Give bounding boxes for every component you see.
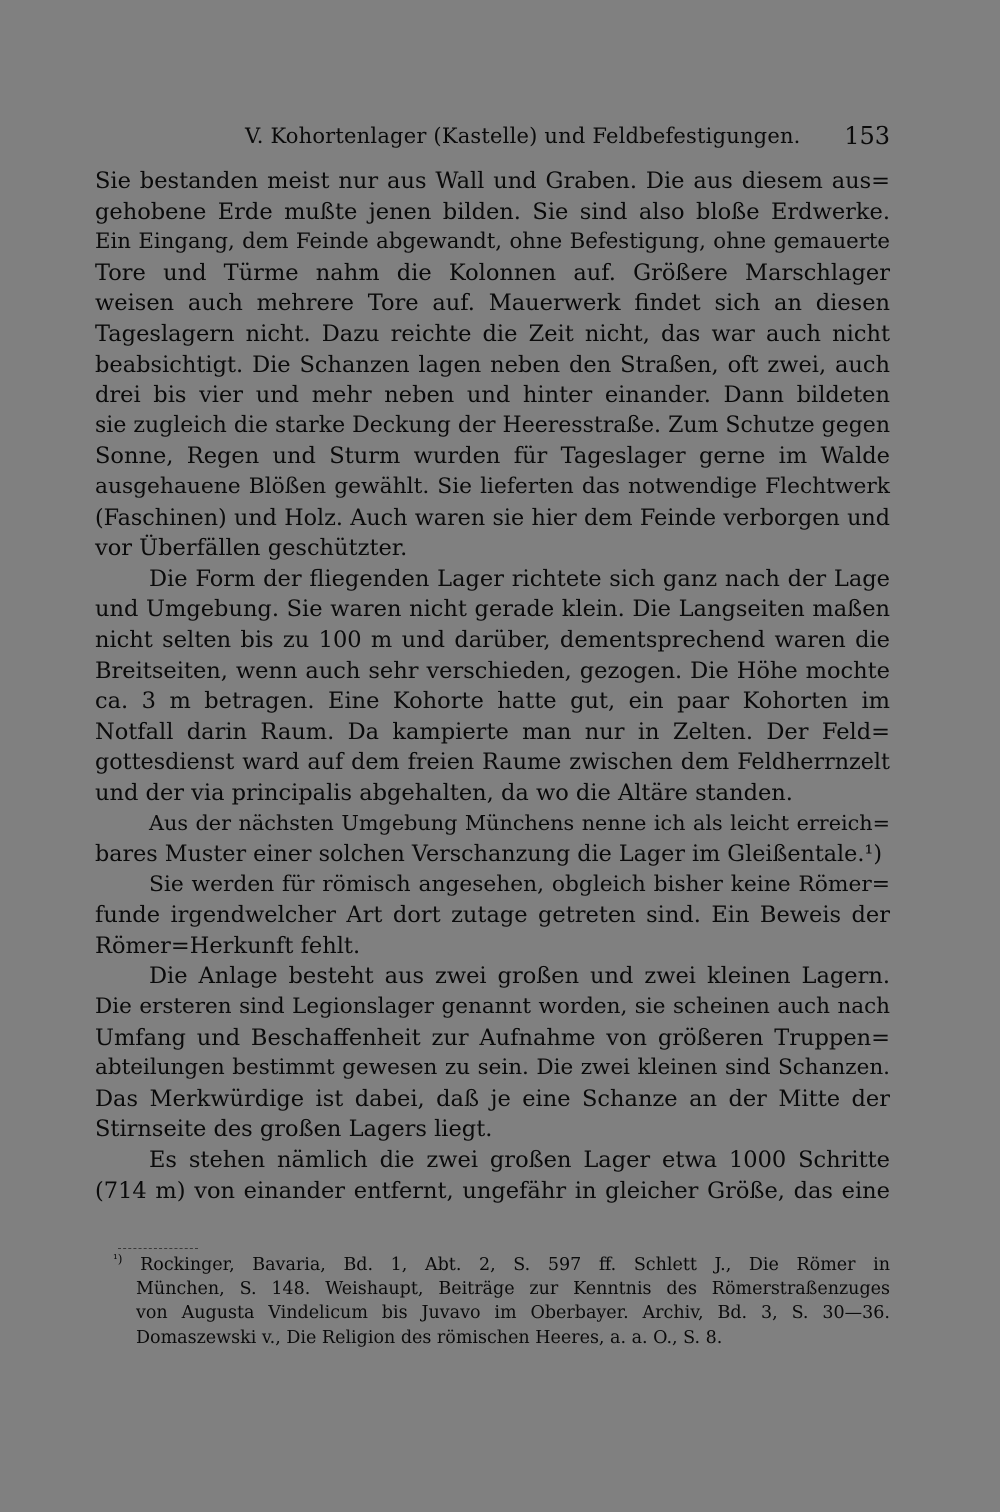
text-line: (Faschinen) und Holz. Auch waren sie hier dem Feinde verborgen und (95, 504, 890, 531)
paragraph-start-line: Aus der nächsten Umgebung Münchens nenne ich als leicht erreich= (149, 811, 890, 836)
text-line: ausgehauene Blößen gewählt. Sie lieferten das notwendige Flechtwerk (95, 473, 890, 499)
text-line: gehobene Erde mußte jenen bilden. Sie sind also bloße Erdwerke. (95, 198, 890, 225)
footnote-line (113, 1253, 890, 1277)
page-header (95, 118, 890, 158)
text-line: sie zugleich die starke Deckung der Heeresstraße. Zum Schutze gegen (95, 412, 890, 438)
text-line: Umfang und Beschaffenheit zur Aufnahme von größeren Truppen= (95, 1024, 890, 1051)
text-line: Römer=Herkunft fehlt. (95, 932, 361, 959)
text-line: (714 m) von einander entfernt, ungefähr in gleicher Größe, das eine (95, 1177, 890, 1204)
text-line: Das Merkwürdige ist dabei, daß je eine Schanze an der Mitte der (95, 1085, 890, 1112)
body-text (95, 166, 890, 1206)
footnote (113, 1253, 890, 1350)
paragraph-start-line: Die Form der fliegenden Lager richtete sich ganz nach der Lage (149, 565, 890, 592)
footnote-line: von Augusta Vindelicum bis Juvavo im Oberbayer. Archiv, Bd. 3, S. 30—36. (136, 1303, 890, 1324)
text-line: Sonne, Regen und Sturm wurden für Tageslager gerne im Walde (95, 443, 890, 470)
page-number: 153 (844, 122, 890, 150)
text-line: weisen auch mehrere Tore auf. Mauerwerk findet sich an diesen (95, 290, 890, 317)
text-line: Ein Eingang, dem Feinde abgewandt, ohne Befestigung, ohne gemauerte (95, 229, 890, 255)
text-line: Breitseiten, wenn auch sehr verschieden, gezogen. Die Höhe mochte (95, 657, 890, 684)
text-line: Die ersteren sind Legionslager genannt worden, sie scheinen auch nach (95, 994, 890, 1020)
paragraph-start-line: Es stehen nämlich die zwei großen Lager etwa 1000 Schritte (149, 1147, 890, 1173)
text-line: bares Muster einer solchen Verschanzung die Lager im Gleißentale.¹) (95, 841, 883, 868)
footnote-line: München, S. 148. Weishaupt, Beiträge zur Kenntnis des Römerstraßenzuges (136, 1279, 890, 1300)
text-line: drei bis vier und mehr neben und hinter einander. Dann bildeten (95, 382, 890, 409)
text-line: Tore und Türme nahm die Kolonnen auf. Größere Marschlager (95, 259, 890, 286)
text-line: beabsichtigt. Die Schanzen lagen neben den Straßen, oft zwei, auch (95, 351, 890, 378)
footnote-text: Rockinger, Bavaria, Bd. 1, Abt. 2, S. 597 ff. Schlett J., Die Römer in (140, 1255, 890, 1275)
text-line: Tageslagern nicht. Dazu reichte die Zeit nicht, das war auch nicht (95, 320, 890, 347)
text-line: Notfall darin Raum. Da kampierte man nur in Zelten. Der Feld= (95, 718, 890, 745)
text-line: abteilungen bestimmt gewesen zu sein. Die zwei kleinen sind Schanzen. (95, 1055, 890, 1081)
footnote-mark: ¹) (113, 1252, 123, 1266)
text-line: vor Überfällen geschützter. (95, 535, 408, 562)
running-head: V. Kohortenlager (Kastelle) und Feldbefestigungen. (245, 124, 801, 148)
text-line: gottesdienst ward auf dem freien Raume zwischen dem Feldherrnzelt (95, 749, 890, 776)
footnote-divider (118, 1248, 198, 1249)
footnote-line: Domaszewski v., Die Religion des römischen Heeres, a. a. O., S. 8. (136, 1327, 723, 1348)
paragraph-start-line: Sie werden für römisch angesehen, obgleich bisher keine Römer= (149, 871, 890, 897)
text-line: ca. 3 m betragen. Eine Kohorte hatte gut, ein paar Kohorten im (95, 688, 890, 715)
text-line: nicht selten bis zu 100 m und darüber, dementsprechend waren die (95, 626, 890, 653)
paragraph-start-line: Die Anlage besteht aus zwei großen und zwei kleinen Lagern. (149, 963, 890, 990)
text-line: funde irgendwelcher Art dort zutage getreten sind. Ein Beweis der (95, 902, 890, 929)
text-line: und der via principalis abgehalten, da wo die Altäre standen. (95, 779, 793, 806)
text-line: Stirnseite des großen Lagers liegt. (95, 1116, 493, 1143)
text-line: und Umgebung. Sie waren nicht gerade klein. Die Langseiten maßen (95, 596, 890, 623)
text-line: Sie bestanden meist nur aus Wall und Graben. Die aus diesem aus= (95, 168, 890, 194)
